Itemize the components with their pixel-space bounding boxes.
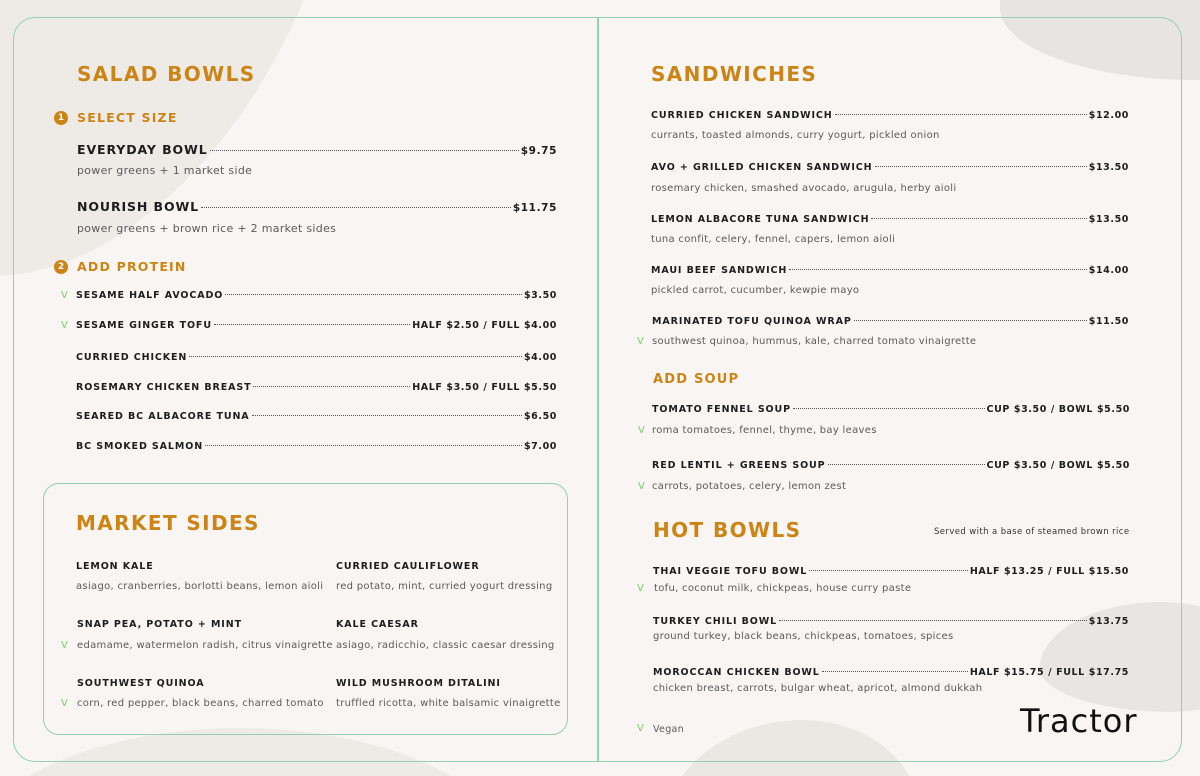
item-name: NOURISH BOWL <box>77 199 200 214</box>
protein-item <box>76 290 557 301</box>
hot-bowls-note: Served with a base of steamed brown rice <box>934 527 1130 537</box>
vegan-icon: V <box>61 290 68 301</box>
item-price: CUP $3.50 / BOWL $5.50 <box>986 460 1130 471</box>
select-size-label: SELECT SIZE <box>77 110 178 125</box>
vegan-icon: V <box>637 583 644 594</box>
side-description: asiago, cranberries, borlotti beans, lemon aioli <box>76 581 324 592</box>
item-name: SESAME HALF AVOCADO <box>76 290 224 301</box>
dot-leader <box>189 356 522 357</box>
item-name: AVO + GRILLED CHICKEN SANDWICH <box>651 162 873 173</box>
sandwich-item <box>651 214 1129 225</box>
item-price: $9.75 <box>520 145 557 157</box>
item-description: tofu, coconut milk, chickpeas, house curry paste <box>654 583 912 594</box>
vegan-icon: V <box>637 336 644 347</box>
item-name: SEARED BC ALBACORE TUNA <box>76 411 250 422</box>
item-description: chicken breast, carrots, bulgar wheat, apricot, almond dukkah <box>653 683 983 694</box>
step-number-icon: 1 <box>54 111 68 125</box>
menu-item-everyday-bowl <box>77 142 557 157</box>
dot-leader <box>854 320 1087 321</box>
soup-item <box>652 404 1130 415</box>
hot-bowl-item <box>653 616 1129 627</box>
dot-leader <box>252 415 522 416</box>
item-price: $11.50 <box>1088 316 1129 327</box>
dot-leader <box>225 294 522 295</box>
side-name: SNAP PEA, POTATO + MINT <box>77 619 242 630</box>
item-description: power greens + brown rice + 2 market sides <box>77 222 337 235</box>
item-name: BC SMOKED SALMON <box>76 441 204 452</box>
dot-leader <box>875 166 1087 167</box>
brand-logo: Tractor <box>1020 702 1138 740</box>
protein-item <box>76 352 557 363</box>
side-name: KALE CAESAR <box>336 619 419 630</box>
dot-leader <box>214 324 410 325</box>
side-name: LEMON KALE <box>76 561 154 572</box>
item-price: $13.50 <box>1088 162 1129 173</box>
vegan-icon: V <box>61 640 68 651</box>
dot-leader <box>253 386 410 387</box>
item-name: TURKEY CHILI BOWL <box>653 616 778 627</box>
item-price: $7.00 <box>523 441 557 452</box>
item-description: ground turkey, black beans, chickpeas, tomatoes, spices <box>653 631 954 642</box>
item-name: MOROCCAN CHICKEN BOWL <box>653 667 820 678</box>
vegan-icon: V <box>61 698 68 709</box>
vegan-icon: V <box>61 320 68 331</box>
item-description: tuna confit, celery, fennel, capers, lemon aioli <box>651 234 896 245</box>
item-name: MARINATED TOFU QUINOA WRAP <box>652 316 852 327</box>
vegan-icon: V <box>638 425 645 436</box>
select-size-heading <box>54 110 178 125</box>
item-price: HALF $13.25 / FULL $15.50 <box>969 566 1129 577</box>
item-name: RED LENTIL + GREENS SOUP <box>652 460 826 471</box>
market-sides-heading: MARKET SIDES <box>76 511 260 535</box>
vegan-icon: V <box>637 723 644 734</box>
item-name: EVERYDAY BOWL <box>77 142 208 157</box>
sandwich-item <box>651 110 1129 121</box>
item-name: THAI VEGGIE TOFU BOWL <box>653 566 808 577</box>
dot-leader <box>201 207 511 208</box>
item-price: $13.50 <box>1088 214 1129 225</box>
item-description: southwest quinoa, hummus, kale, charred tomato vinaigrette <box>652 336 977 347</box>
sandwich-item <box>651 265 1129 276</box>
item-description: currants, toasted almonds, curry yogurt, pickled onion <box>651 130 940 141</box>
dot-leader <box>779 620 1087 621</box>
item-description: roma tomatoes, fennel, thyme, bay leaves <box>652 425 877 436</box>
dot-leader <box>210 150 519 151</box>
item-description: power greens + 1 market side <box>77 164 253 177</box>
add-protein-label: ADD PROTEIN <box>77 259 187 274</box>
hot-bowl-item <box>653 667 1129 678</box>
item-name: CURRIED CHICKEN <box>76 352 188 363</box>
item-price: $13.75 <box>1088 616 1129 627</box>
item-price: $12.00 <box>1088 110 1129 121</box>
vegan-legend-label: Vegan <box>653 724 684 735</box>
step-number-icon: 2 <box>54 260 68 274</box>
sandwiches-heading: SANDWICHES <box>651 62 818 86</box>
item-price: HALF $15.75 / FULL $17.75 <box>969 667 1129 678</box>
item-price: $3.50 <box>523 290 557 301</box>
item-name: LEMON ALBACORE TUNA SANDWICH <box>651 214 870 225</box>
item-name: SESAME GINGER TOFU <box>76 320 212 331</box>
protein-item <box>76 411 557 422</box>
add-protein-heading <box>54 259 187 274</box>
item-description: pickled carrot, cucumber, kewpie mayo <box>651 285 860 296</box>
side-description: edamame, watermelon radish, citrus vinaigrette <box>77 640 333 651</box>
item-price: CUP $3.50 / BOWL $5.50 <box>986 404 1130 415</box>
dot-leader <box>822 671 968 672</box>
dot-leader <box>793 408 984 409</box>
dot-leader <box>809 570 968 571</box>
dot-leader <box>205 445 522 446</box>
hot-bowls-heading: HOT BOWLS <box>653 518 802 542</box>
salad-bowls-heading: SALAD BOWLS <box>77 62 256 86</box>
side-description: red potato, mint, curried yogurt dressing <box>336 581 553 592</box>
item-name: CURRIED CHICKEN SANDWICH <box>651 110 833 121</box>
item-description: rosemary chicken, smashed avocado, arugula, herby aioli <box>651 183 957 194</box>
vegan-icon: V <box>638 481 645 492</box>
item-price: $14.00 <box>1088 265 1129 276</box>
soup-item <box>652 460 1130 471</box>
side-description: asiago, radicchio, classic caesar dressing <box>336 640 555 651</box>
item-price: $4.00 <box>523 352 557 363</box>
side-description: corn, red pepper, black beans, charred tomato <box>77 698 324 709</box>
item-price: HALF $3.50 / FULL $5.50 <box>412 382 557 393</box>
item-name: ROSEMARY CHICKEN BREAST <box>76 382 252 393</box>
item-name: MAUI BEEF SANDWICH <box>651 265 788 276</box>
protein-item <box>76 441 557 452</box>
side-name: CURRIED CAULIFLOWER <box>336 561 480 572</box>
side-name: SOUTHWEST QUINOA <box>77 678 205 689</box>
protein-item <box>76 320 557 331</box>
dot-leader <box>789 269 1086 270</box>
sandwich-item <box>652 316 1129 327</box>
menu-item-nourish-bowl <box>77 199 557 214</box>
dot-leader <box>828 464 985 465</box>
protein-item <box>76 382 557 393</box>
item-description: carrots, potatoes, celery, lemon zest <box>652 481 847 492</box>
side-description: truffled ricotta, white balsamic vinaigrette <box>336 698 561 709</box>
item-price: $6.50 <box>523 411 557 422</box>
dot-leader <box>871 218 1086 219</box>
sandwich-item <box>651 162 1129 173</box>
item-name: TOMATO FENNEL SOUP <box>652 404 792 415</box>
hot-bowl-item <box>653 566 1129 577</box>
dot-leader <box>835 114 1087 115</box>
item-price: HALF $2.50 / FULL $4.00 <box>412 320 557 331</box>
item-price: $11.75 <box>512 202 557 214</box>
side-name: WILD MUSHROOM DITALINI <box>336 678 501 689</box>
add-soup-heading: ADD SOUP <box>653 372 740 387</box>
